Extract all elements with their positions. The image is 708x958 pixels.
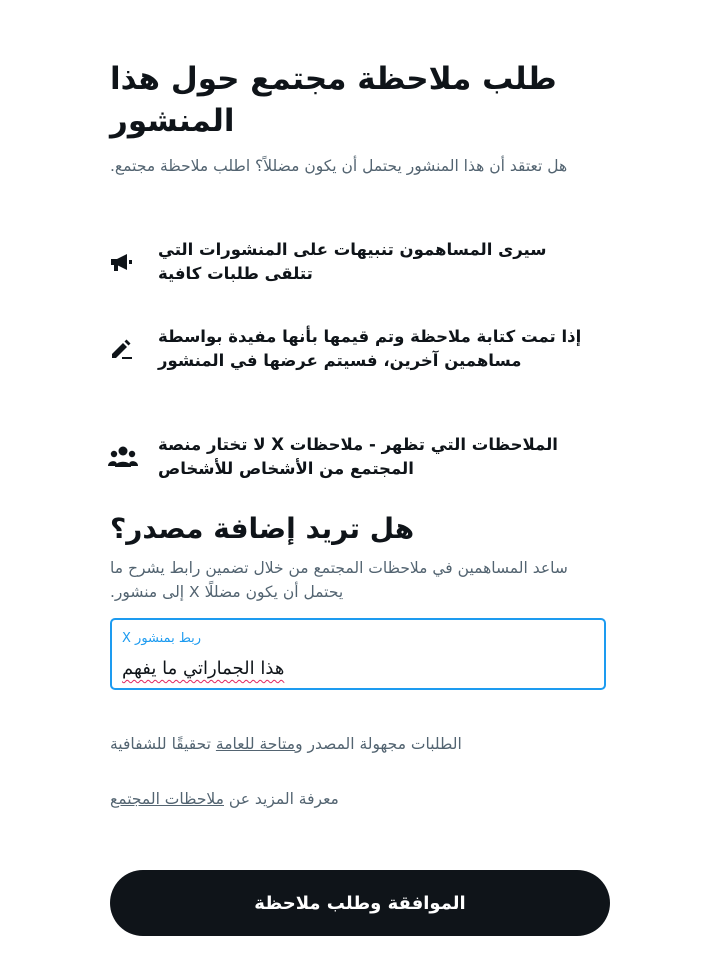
pencil-icon [108,337,142,361]
post-link-input[interactable]: هذا الجماراتي ما يفهم [122,658,285,679]
post-link-field[interactable] [110,618,606,690]
megaphone-icon [108,251,142,273]
feature-item-alerts [108,238,588,286]
feature-text: إذا تمت كتابة ملاحظة وتم قيمها بأنها مفيدة بواسطة مساهمين آخرين، فسيتم عرضها في المنشور [158,327,582,370]
feature-text: الملاحظات التي تظهر - ملاحظات X لا تختار منصة المجتمع من الأشخاص للأشخاص [158,435,558,478]
feature-item-notes [108,325,588,373]
learn-more-note [110,788,390,810]
people-icon [108,445,142,469]
anonymity-suffix: تحقيقًا للشفافية [110,735,216,753]
post-link-label: ربط بمنشور X [122,631,202,646]
public-link[interactable]: متاحة للعامة [215,735,296,753]
page-title: طلب ملاحظة مجتمع حول هذا المنشور [110,61,557,139]
community-notes-link[interactable]: ملاحظات المجتمع [110,790,224,808]
feature-item-community [108,433,588,481]
learn-more-prefix: معرفة المزيد عن [223,790,339,808]
agree-request-note-button[interactable]: الموافقة وطلب ملاحظة [110,870,610,936]
feature-text: سيرى المساهمون تنبيهات على المنشورات التي تتلقى طلبات كافية [158,240,547,283]
source-description: ساعد المساهمين في ملاحظات المجتمع من خلال تضمين رابط يشرح ما يحتمل أن يكون مضللًا X إلى منشور. [110,559,568,601]
anonymity-note [110,733,540,755]
page-subtitle: هل تعتقد أن هذا المنشور يحتمل أن يكون مضللاً؟ اطلب ملاحظة مجتمع. [110,157,568,175]
source-heading: هل تريد إضافة مصدر؟ [110,512,415,545]
anonymity-prefix: الطلبات مجهولة المصدر و [295,735,462,753]
